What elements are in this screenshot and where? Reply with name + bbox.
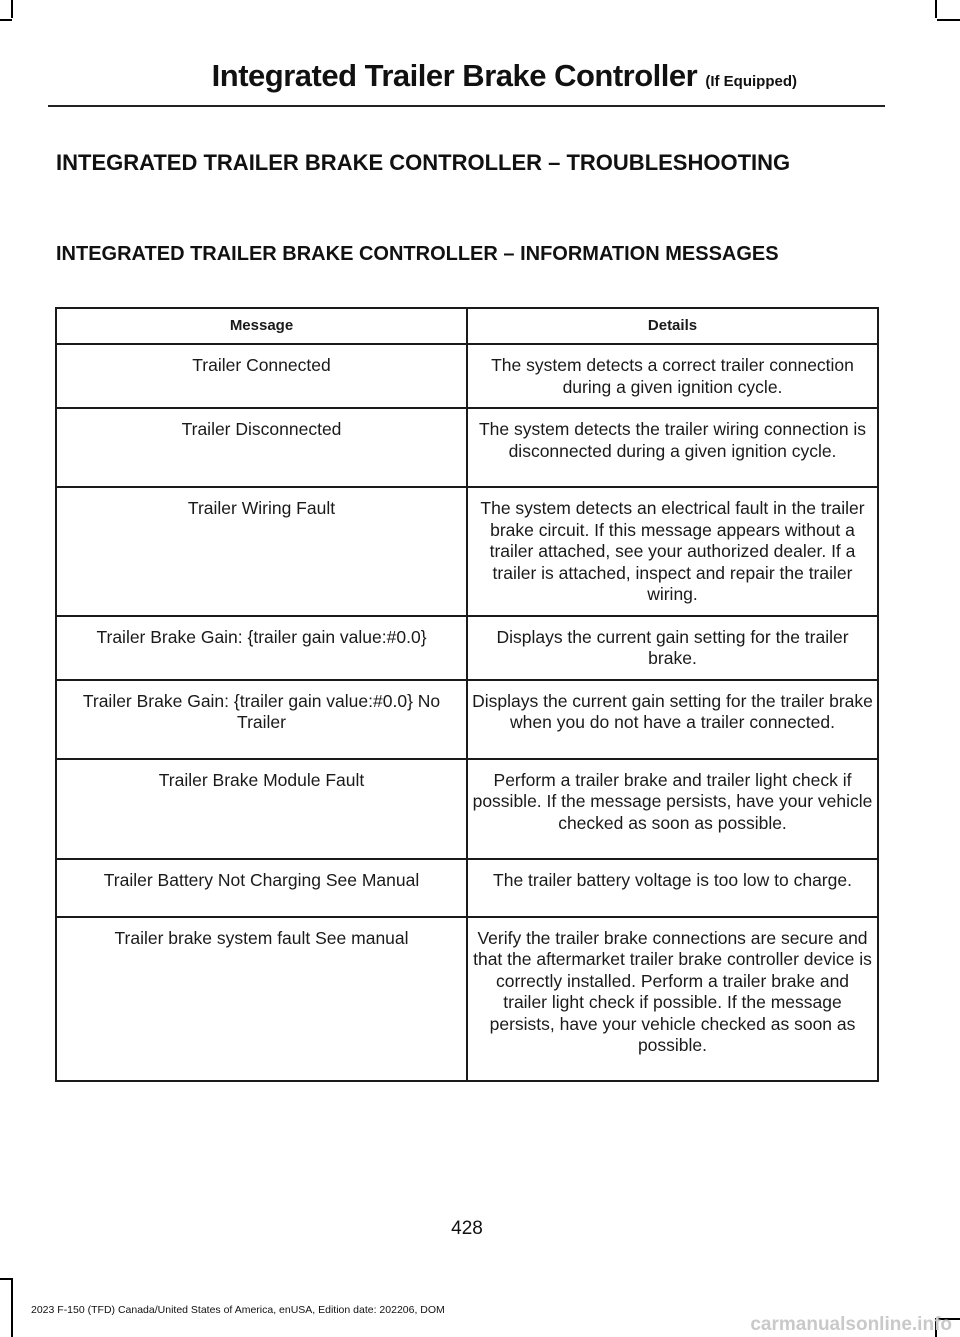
details-cell: Displays the current gain setting for the trailer brake when you do not have a trailer connected. (467, 680, 878, 759)
message-cell: Trailer Disconnected (56, 408, 467, 487)
crop-mark (937, 19, 960, 21)
crop-mark (11, 0, 13, 18)
message-cell: Trailer Connected (56, 344, 467, 408)
table-row (56, 487, 878, 616)
details-cell: The trailer battery voltage is too low to charge. (467, 859, 878, 917)
chapter-subtitle: (If Equipped) (705, 73, 797, 90)
details-cell: Perform a trailer brake and trailer light check if possible. If the message persists, have your vehicle checked as soon as possible. (467, 759, 878, 859)
crop-mark (0, 1278, 12, 1280)
table-row (56, 616, 878, 680)
table-header-row (56, 308, 878, 344)
column-header-details: Details (467, 308, 878, 344)
page-number: 428 (451, 1218, 483, 1239)
message-cell: Trailer Brake Module Fault (56, 759, 467, 859)
message-cell: Trailer brake system fault See manual (56, 917, 467, 1081)
details-cell: The system detects an electrical fault in the trailer brake circuit. If this message appears without a trailer attached, see your authorized dealer. If a trailer is attached, inspect and repair the trailer wiring. (467, 487, 878, 616)
table-row (56, 344, 878, 408)
message-cell: Trailer Wiring Fault (56, 487, 467, 616)
details-cell: Verify the trailer brake connections are secure and that the aftermarket trailer brake controller device is correctly installed. Perform a trailer brake and trailer light check if possible. If the message persists, have your vehicle checked as soon as possible. (467, 917, 878, 1081)
chapter-title (212, 58, 797, 94)
edition-footer: 2023 F-150 (TFD) Canada/United States of America, enUSA, Edition date: 202206, DOM (31, 1304, 445, 1316)
watermark: carmanualsonline.info (750, 1314, 952, 1335)
table-row (56, 408, 878, 487)
column-header-message: Message (56, 308, 467, 344)
chapter-title-text: Integrated Trailer Brake Controller (211, 58, 698, 93)
details-cell: The system detects the trailer wiring connection is disconnected during a given ignition cycle. (467, 408, 878, 487)
section-heading: INTEGRATED TRAILER BRAKE CONTROLLER – TROUBLESHOOTING (56, 150, 791, 175)
table-row (56, 680, 878, 759)
message-cell: Trailer Battery Not Charging See Manual (56, 859, 467, 917)
message-cell: Trailer Brake Gain: {trailer gain value:#0.0} (56, 616, 467, 680)
crop-mark (0, 19, 12, 21)
table-row (56, 917, 878, 1081)
details-cell: Displays the current gain setting for the trailer brake. (467, 616, 878, 680)
message-cell: Trailer Brake Gain: {trailer gain value:#0.0} No Trailer (56, 680, 467, 759)
header-divider (48, 105, 885, 107)
table-row (56, 859, 878, 917)
crop-mark (11, 1278, 13, 1337)
table-row (56, 759, 878, 859)
crop-mark (935, 0, 937, 18)
information-messages-table (55, 307, 879, 1082)
details-cell: The system detects a correct trailer connection during a given ignition cycle. (467, 344, 878, 408)
sub-heading: INTEGRATED TRAILER BRAKE CONTROLLER – INFORMATION MESSAGES (56, 243, 779, 265)
